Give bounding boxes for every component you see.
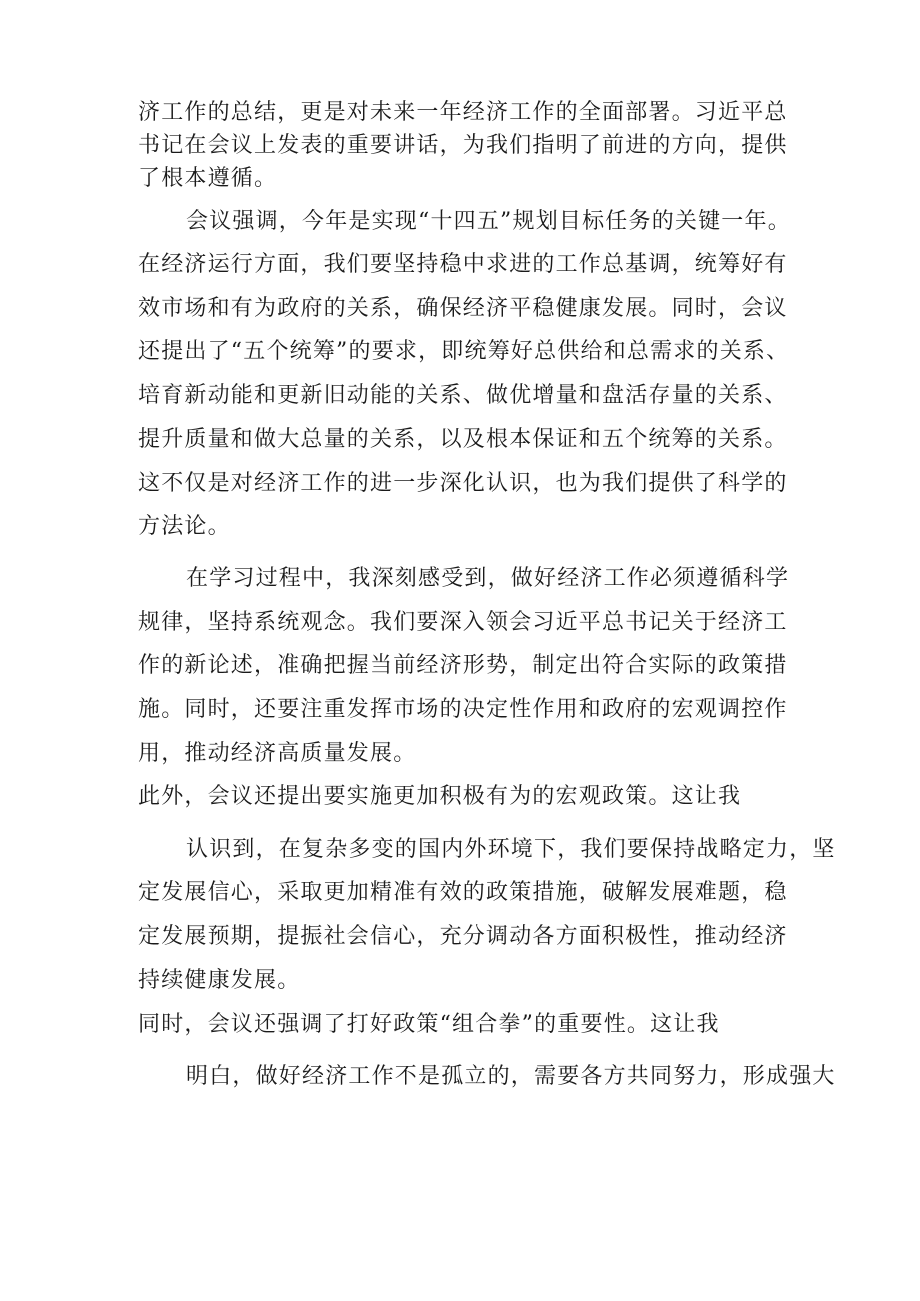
text-line: 此外，会议还提出要实施更加积极有为的宏观政策。这让我 [138, 784, 742, 809]
paragraph-first-line: 明白，做好经济工作不是孤立的，需要各方共同努力，形成强大 [186, 1064, 836, 1089]
text-line: 规律，坚持系统观念。我们要深入领会习近平总书记关于经济工 [138, 610, 788, 635]
text-line: 施。同时，还要注重发挥市场的决定性作用和政府的宏观调控作 [138, 697, 788, 722]
text-line: 作的新论述，准确把握当前经济形势，制定出符合实际的政策措 [138, 653, 788, 678]
paragraph-first-line: 认识到，在复杂多变的国内外环境下，我们要保持战略定力，坚 [186, 837, 836, 862]
text-line: 同时，会议还强调了打好政策“组合拳”的重要性。这让我 [138, 1012, 720, 1037]
text-line: 在经济运行方面，我们要坚持稳中求进的工作总基调，统筹好有 [138, 252, 788, 277]
paragraph-first-line: 会议强调，今年是实现“十四五”规划目标任务的关键一年。 [186, 209, 791, 234]
text-line: 还提出了“五个统筹”的要求，即统筹好总供给和总需求的关系、 [138, 339, 790, 364]
text-line: 书记在会议上发表的重要讲话，为我们指明了前进的方向，提供 [138, 133, 788, 158]
text-line: 济工作的总结，更是对未来一年经济工作的全面部署。习近平总 [138, 100, 788, 125]
paragraph-first-line: 在学习过程中，我深刻感受到，做好经济工作必须遵循科学 [186, 566, 790, 591]
text-line: 提升质量和做大总量的关系，以及根本保证和五个统筹的关系。 [138, 427, 788, 452]
text-line: 效市场和有为政府的关系，确保经济平稳健康发展。同时，会议 [138, 296, 788, 321]
text-line: 这不仅是对经济工作的进一步深化认识，也为我们提供了科学的 [138, 471, 788, 496]
text-line: 定发展预期，提振社会信心，充分调动各方面积极性，推动经济 [138, 924, 788, 949]
text-line: 方法论。 [138, 514, 231, 539]
text-line: 用，推动经济高质量发展。 [138, 741, 417, 766]
text-line: 定发展信心，采取更加精准有效的政策措施，破解发展难题，稳 [138, 880, 788, 905]
text-line: 持续健康发展。 [138, 968, 301, 993]
text-line: 培育新动能和更新旧动能的关系、做优增量和盘活存量的关系、 [138, 383, 788, 408]
text-line: 了根本遵循。 [138, 166, 278, 191]
